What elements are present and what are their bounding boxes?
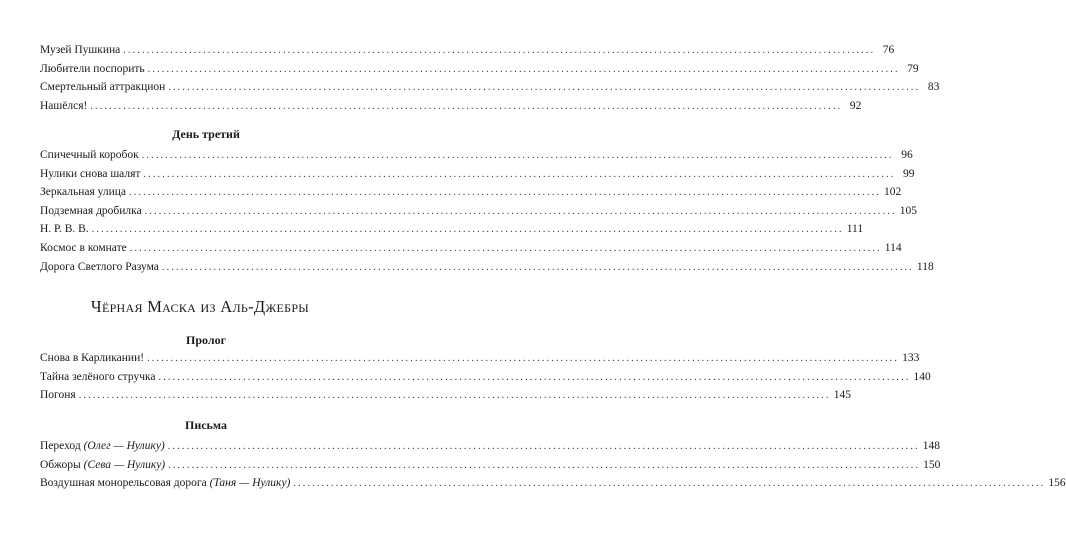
toc-section-4 — [40, 437, 1066, 493]
toc-section-2 — [40, 146, 934, 276]
toc-entry-title: Любители поспорить — [40, 62, 145, 75]
toc-entry — [40, 368, 931, 387]
toc-entry — [40, 146, 913, 165]
toc-entry — [40, 220, 864, 239]
toc-entry-title: Погоня — [40, 389, 76, 402]
toc-entry — [40, 165, 915, 184]
toc-entry-title — [40, 437, 165, 456]
toc-section-3 — [40, 349, 931, 405]
toc-entry-title: Нулики снова шалят — [40, 167, 141, 180]
toc-entry-page: 92 — [849, 99, 862, 112]
toc-entry-page: 102 — [884, 186, 902, 199]
toc-entry-name: Переход — [40, 440, 81, 452]
toc-entry — [40, 41, 895, 60]
toc-entry-title: Подземная дробилка — [40, 204, 142, 217]
toc-entry-page: 105 — [899, 204, 917, 217]
toc-entry-title — [40, 456, 165, 475]
dot-leader: ................................................................................................................................................................ — [129, 187, 882, 199]
toc-entry-page: 83 — [927, 81, 940, 94]
toc-entry-note: (Таня — Нулику) — [209, 477, 291, 490]
toc-entry-page: 150 — [923, 458, 941, 471]
dot-leader: ................................................................................................................................................................ — [167, 441, 920, 452]
dot-leader: ................................................................................................................................................................ — [158, 371, 911, 383]
dot-leader: ................................................................................................................................................................ — [293, 478, 1046, 490]
section-heading: Письма — [184, 418, 227, 432]
toc-entry-title: Зеркальная улица — [40, 186, 127, 199]
toc-entry — [40, 183, 902, 202]
dot-leader: ................................................................................................................................................................ — [144, 205, 897, 217]
toc-entry-title: Н. Р. В. В. — [40, 223, 89, 236]
toc-entry — [40, 239, 902, 258]
dot-leader: ................................................................................................................................................................ — [168, 459, 921, 471]
toc-entry-name: Обжоры — [40, 458, 81, 471]
part-title: Чёрная Маска из Аль-Джебры — [90, 297, 310, 316]
toc-entry — [40, 78, 940, 97]
dot-leader: ................................................................................................................................................................ — [91, 224, 844, 236]
toc-entry-page: 118 — [916, 260, 934, 273]
toc-entry-page: 145 — [833, 389, 851, 402]
toc-entry-title: Дорога Светлого Разума — [40, 260, 159, 273]
dot-leader: ................................................................................................................................................................ — [90, 100, 843, 112]
toc-entry — [40, 474, 1066, 493]
toc-entry-page: 114 — [884, 241, 902, 254]
toc-entry-page: 133 — [902, 352, 920, 364]
toc-entry-title: Смертельный аттракцион — [40, 81, 166, 94]
toc-entry — [40, 258, 934, 277]
toc-entry — [40, 456, 941, 475]
dot-leader: ................................................................................................................................................................ — [141, 150, 894, 161]
toc-entry-page: 156 — [1048, 477, 1066, 490]
toc-entry-page: 99 — [902, 167, 915, 180]
toc-entry-title: Спичечный коробок — [40, 149, 139, 161]
dot-leader: ................................................................................................................................................................ — [161, 261, 914, 273]
toc-entry — [40, 202, 917, 221]
dot-leader: ................................................................................................................................................................ — [147, 353, 900, 364]
section-heading: Пролог — [185, 333, 227, 347]
toc-entry-page: 140 — [913, 370, 931, 383]
dot-leader: ................................................................................................................................................................ — [147, 63, 900, 75]
toc-entry-page: 111 — [846, 223, 864, 236]
toc-entry — [40, 349, 920, 368]
toc-entry-name: Воздушная монорельсовая дорога — [40, 477, 207, 490]
toc-entry-page: 79 — [907, 62, 919, 75]
toc-entry-title: Нашёлся! — [40, 99, 88, 112]
toc-entry — [40, 437, 941, 456]
toc-entry-title: Космос в комнате — [40, 241, 127, 254]
section-heading: День третий — [172, 127, 240, 141]
toc-entry — [40, 386, 851, 405]
toc-section-1 — [40, 41, 940, 115]
dot-leader: ................................................................................................................................................................ — [143, 168, 896, 180]
dot-leader: ................................................................................................................................................................ — [78, 390, 831, 402]
dot-leader: ................................................................................................................................................................ — [129, 242, 882, 254]
toc-entry-page: 96 — [901, 149, 913, 161]
toc-entry-page: 148 — [922, 440, 941, 452]
toc-entry-title: Тайна зелёного стручка — [40, 370, 156, 383]
toc-entry-title: Музей Пушкина — [40, 44, 121, 56]
dot-leader: ................................................................................................................................................................ — [168, 82, 921, 94]
dot-leader: ................................................................................................................................................................ — [123, 45, 876, 56]
toc-entry — [40, 60, 919, 79]
toc-entry-title: Снова в Карликании! — [40, 352, 145, 364]
toc-entry-title — [40, 474, 290, 493]
toc-entry-page: 76 — [882, 44, 895, 56]
toc-entry — [40, 97, 862, 116]
toc-entry-note: (Олег — Нулику) — [83, 440, 165, 452]
toc-entry-note: (Сева — Нулику) — [83, 458, 166, 471]
